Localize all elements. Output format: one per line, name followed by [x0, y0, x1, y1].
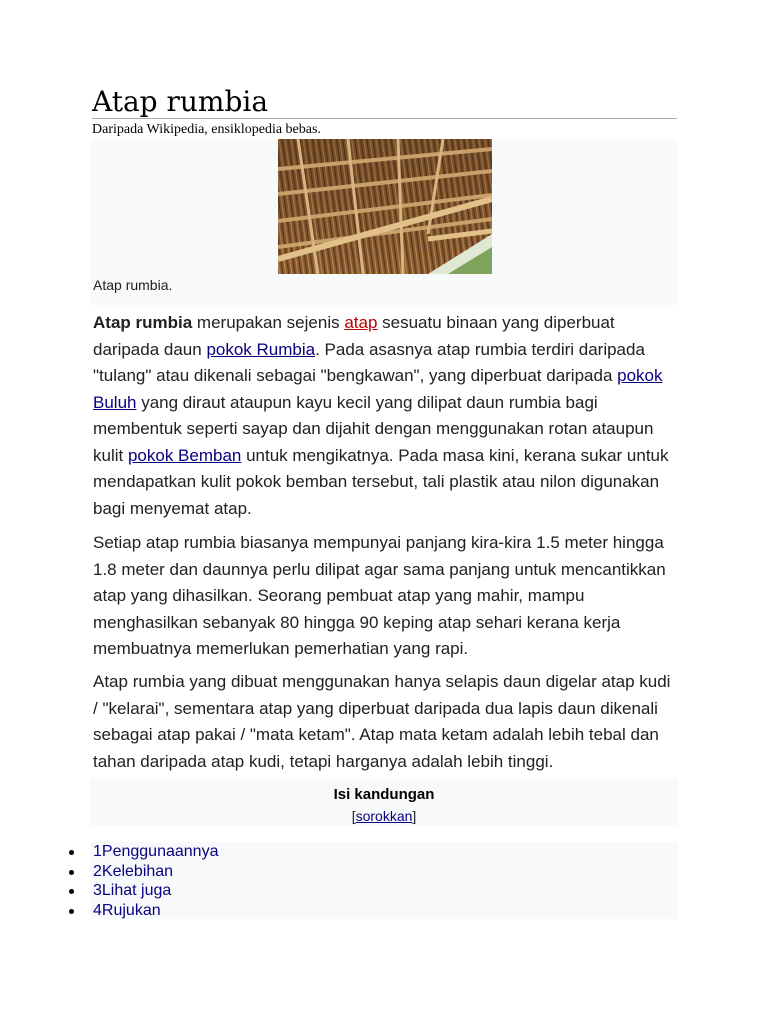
thatch-roof-image[interactable] [278, 139, 492, 274]
toc-bracket-open: [ [351, 808, 356, 824]
link-pokok-bemban[interactable]: pokok Bemban [127, 445, 242, 465]
toc-item-number: 3 [93, 882, 102, 900]
site-tagline: Daripada Wikipedia, ensiklopedia bebas. [92, 122, 321, 137]
toc-hide-button[interactable]: sorokkan [355, 808, 413, 824]
toc-item-number: 4 [93, 902, 102, 920]
image-caption: Atap rumbia. [93, 277, 173, 293]
bullet-icon [69, 889, 74, 894]
intro-text-2: sesuatu binaan yang diperbuat daripada daun [93, 313, 615, 359]
link-pokok-buluh[interactable]: pokok Buluh [93, 366, 663, 412]
intro-text-4: yang diraut ataupun kayu kecil yang dilipat daun rumbia bagi membentuk seperti sayap dan dijahit dengan menggunakan rotan ataupun kulit [93, 392, 654, 465]
bullet-icon [69, 850, 74, 855]
toc-title: Isi kandungan [333, 786, 435, 803]
toc-item-label: Penggunaannya [101, 843, 219, 860]
page-title: Atap rumbia [92, 85, 269, 118]
toc-bracket-close: ] [412, 808, 417, 824]
bullet-icon [69, 909, 74, 914]
title-divider [92, 118, 677, 119]
toc-item-label: Rujukan [101, 902, 161, 920]
bullet-icon [69, 870, 74, 875]
toc-item-kelebihan[interactable] [66, 862, 218, 882]
toc-item-penggunaannya[interactable] [66, 842, 218, 862]
toc-list [66, 842, 218, 921]
paragraph-types: Atap rumbia yang dibuat menggunakan hanya selapis daun digelar atap kudi / "kelarai", sementara atap yang diperbuat daripada dua lapis daun dikenali sebagai atap pakai / "mata ketam". Atap mata ketam adalah lebih tebal dan tahan daripada atap kudi, tetapi harganya adalah lebih tinggi. [93, 672, 671, 771]
toc-item-number: 1 [93, 843, 102, 860]
toc-item-lihat-juga[interactable] [66, 881, 218, 901]
toc-item-label: Kelebihan [101, 862, 174, 880]
intro-text-3: . Pada asasnya atap rumbia terdiri daripada "tulang" atau dikenali sebagai "bengkawan", yang diperbuat daripada [93, 339, 645, 385]
link-atap[interactable]: atap [344, 313, 378, 332]
intro-text-5: untuk mengikatnya. Pada masa kini, kerana sukar untuk mendapatkan kulit pokok bemban tersebut, tali plastik atau nilon digunakan bagi menyemat atap. [93, 445, 669, 518]
intro-text-1: merupakan sejenis [192, 313, 345, 332]
toc-item-rujukan[interactable] [66, 901, 218, 921]
toc-toggle [90, 807, 678, 825]
article-subject: Atap rumbia [93, 313, 193, 332]
paragraph-dimensions: Setiap atap rumbia biasanya mempunyai panjang kira-kira 1.5 meter hingga 1.8 meter dan daunnya perlu dilipat agar sama panjang untuk mencantikkan atap yang dihasilkan. Seorang pembuat atap yang mahir, mampu menghasilkan sebanyak 80 hingga 90 keping atap sehari kerana kerja membuatnya memerlukan pemerhatian yang rapi. [93, 533, 666, 658]
toc-item-number: 2 [93, 862, 102, 880]
toc-item-label: Lihat juga [101, 882, 172, 900]
link-pokok-rumbia[interactable]: pokok Rumbia [206, 339, 316, 359]
paragraph-intro [93, 310, 673, 522]
